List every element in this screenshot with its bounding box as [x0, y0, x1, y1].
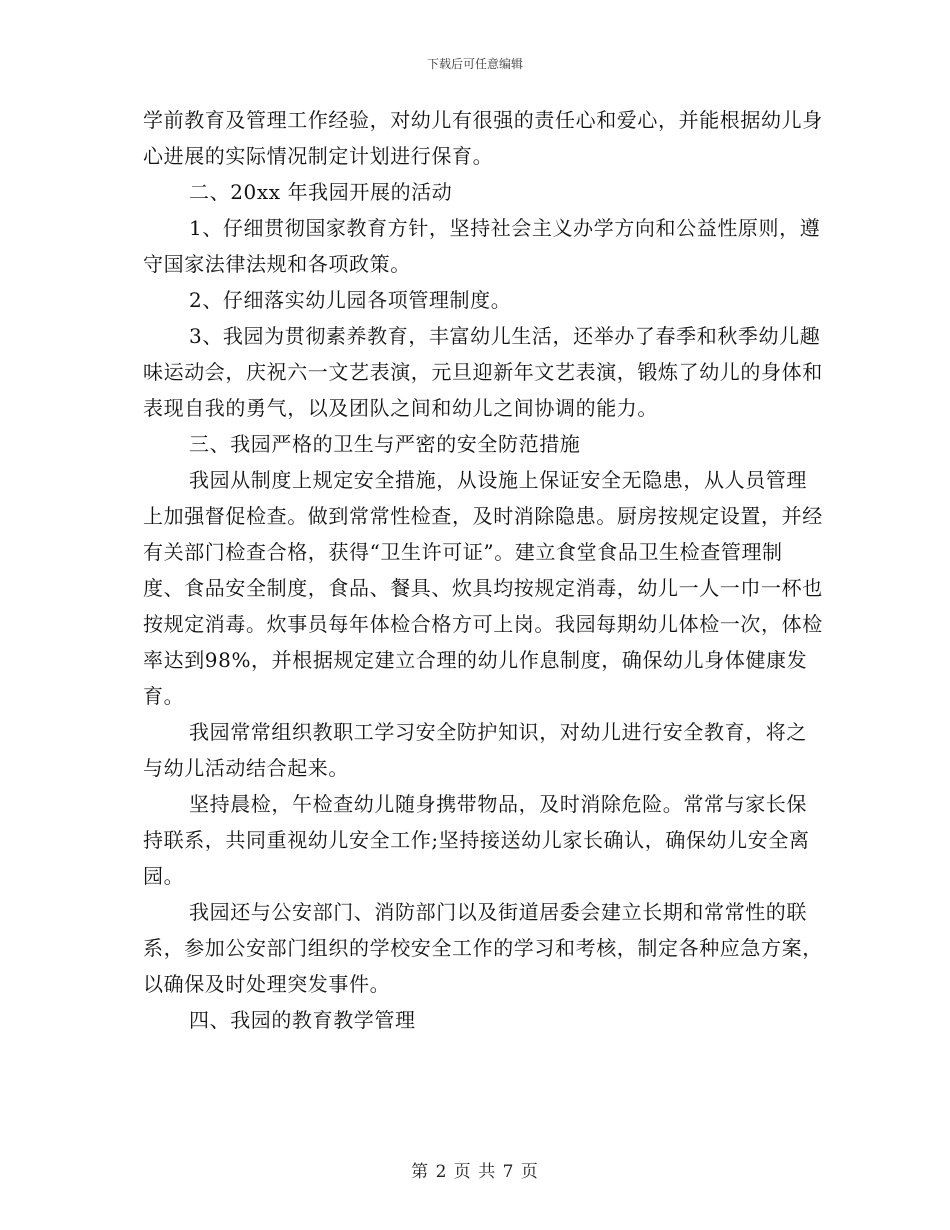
list-item-3: 3、我园为贯彻素养教育，丰富幼儿生活，还举办了春季和秋季幼儿趣味运动会，庆祝六一文艺表演，元旦迎新年文艺表演，锻炼了幼儿的身体和表现自我的勇气，以及团队之间和幼儿之间协调的能力。 — [143, 324, 823, 420]
paragraph-morning-check: 坚持晨检，午检查幼儿随身携带物品，及时消除危险。常常与家长保持联系，共同重视幼儿安全工作;坚持接送幼儿家长确认，确保幼儿安全离园。 — [143, 792, 810, 888]
page-number-footer: 第 2 页 共 7 页 — [411, 1162, 539, 1182]
paragraph-safety-training: 我园常常组织教职工学习安全防护知识，对幼儿进行安全教育，将之与幼儿活动结合起来。 — [143, 720, 807, 780]
paragraph-continuation: 学前教育及管理工作经验，对幼儿有很强的责任心和爱心，并能根据幼儿身心进展的实际情况制定计划进行保育。 — [143, 108, 823, 168]
list-item-2: 2、仔细落实幼儿园各项管理制度。 — [189, 288, 512, 312]
section-heading-2: 二、20xx 年我园开展的活动 — [189, 180, 453, 204]
paragraph-safety-measures: 我园从制度上规定安全措施，从设施上保证安全无隐患，从人员管理上加强督促检查。做到常常性检查，及时消除隐患。厨房按规定设置，并经有关部门检查合格，获得“卫生许可证”。建立食堂食品卫生检查管理制度、食品安全制度，食品、餐具、炊具均按规定消毒，幼儿一人一巾一杯也按规定消毒。炊事员每年体检合格方可上岗。我园每期幼儿体检一次，体检率达到98%，并根据规定建立合理的幼儿作息制度，确保幼儿身体健康发育。 — [143, 468, 823, 708]
section-heading-3: 三、我园严格的卫生与严密的安全防范措施 — [189, 432, 581, 456]
document-body — [143, 102, 823, 1038]
header-note: 下载后可任意编辑 — [426, 57, 523, 71]
list-item-1: 1、仔细贯彻国家教育方针，坚持社会主义办学方向和公益性原则，遵守国家法律法规和各项政策。 — [143, 216, 821, 276]
paragraph-police-liaison: 我园还与公安部门、消防部门以及街道居委会建立长期和常常性的联系，参加公安部门组织的学校安全工作的学习和考核，制定各种应急方案，以确保及时处理突发事件。 — [143, 900, 823, 996]
section-heading-4: 四、我园的教育教学管理 — [189, 1008, 416, 1032]
